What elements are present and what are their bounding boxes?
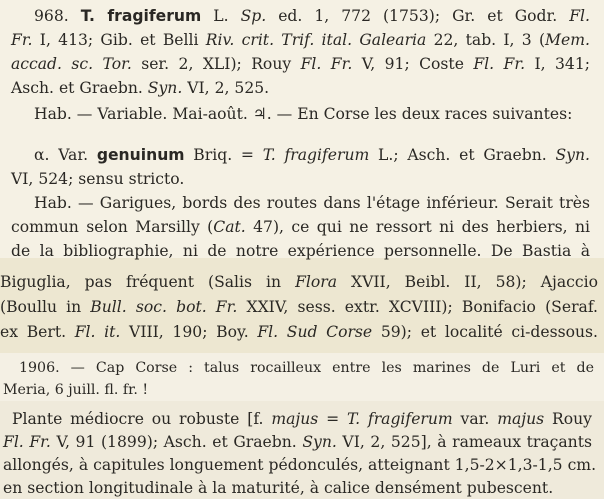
text-line: α. Var. genuinum Briq. = T. fragiferum L.; Asch. et Graebn. Syn. xyxy=(34,146,590,164)
text-line: Hab. — Variable. Mai-août. ♃. — En Corse les deux races suivantes: xyxy=(34,105,573,123)
text-line: Meria, 6 juill. fl. fr. ! xyxy=(3,382,149,398)
text-line: VI, 524; sensu stricto. xyxy=(11,170,185,188)
text-line: Asch. et Graebn. Syn. VI, 2, 525. xyxy=(11,79,270,97)
text-line: de la bibliographie, ni de notre expérience personnelle. De Bastia à xyxy=(11,242,590,260)
text-line: 968. T. fragiferum L. Sp. ed. 1, 772 (1753); Gr. et Godr. Fl. xyxy=(34,7,590,25)
text-line: ex Bert. Fl. it. VIII, 190; Boy. Fl. Sud Corse 59); et localité ci-dessous. xyxy=(0,323,599,341)
text-line: Hab. — Garigues, bords des routes dans l'étage inférieur. Serait très xyxy=(34,194,590,212)
text-line: (Boullu in Bull. soc. bot. Fr. XXIV, sess. extr. XCVIII); Bonifacio (Seraf. xyxy=(0,298,599,316)
text-line: Biguglia, pas fréquent (Salis in Flora XVII, Beibl. II, 58); Ajaccio xyxy=(0,273,598,291)
text-line: accad. sc. Tor. ser. 2, XLI); Rouy Fl. Fr. V, 91; Coste Fl. Fr. I, 341; xyxy=(11,55,590,73)
text-line: 1906. — Cap Corse : talus rocailleux entre les marines de Luri et de xyxy=(19,360,594,376)
text-line: Fl. Fr. V, 91 (1899); Asch. et Graebn. Syn. VI, 2, 525], à rameaux traçants xyxy=(3,433,592,451)
text-line: Fr. I, 413; Gib. et Belli Riv. crit. Trif. ital. Galearia 22, tab. I, 3 (Mem. xyxy=(11,31,590,49)
text-line: allongés, à capitules longuement pédonculés, atteignant 1,5-2×1,3-1,5 cm. xyxy=(3,456,597,474)
text-line: commun selon Marsilly (Cat. 47), ce qui ne ressort ni des herbiers, ni xyxy=(11,218,590,236)
text-line: Plante médiocre ou robuste [f. majus = T. fragiferum var. majus Rouy xyxy=(12,410,592,428)
text-line: en section longitudinale à la maturité, à calice densément pubescent. xyxy=(3,479,554,497)
